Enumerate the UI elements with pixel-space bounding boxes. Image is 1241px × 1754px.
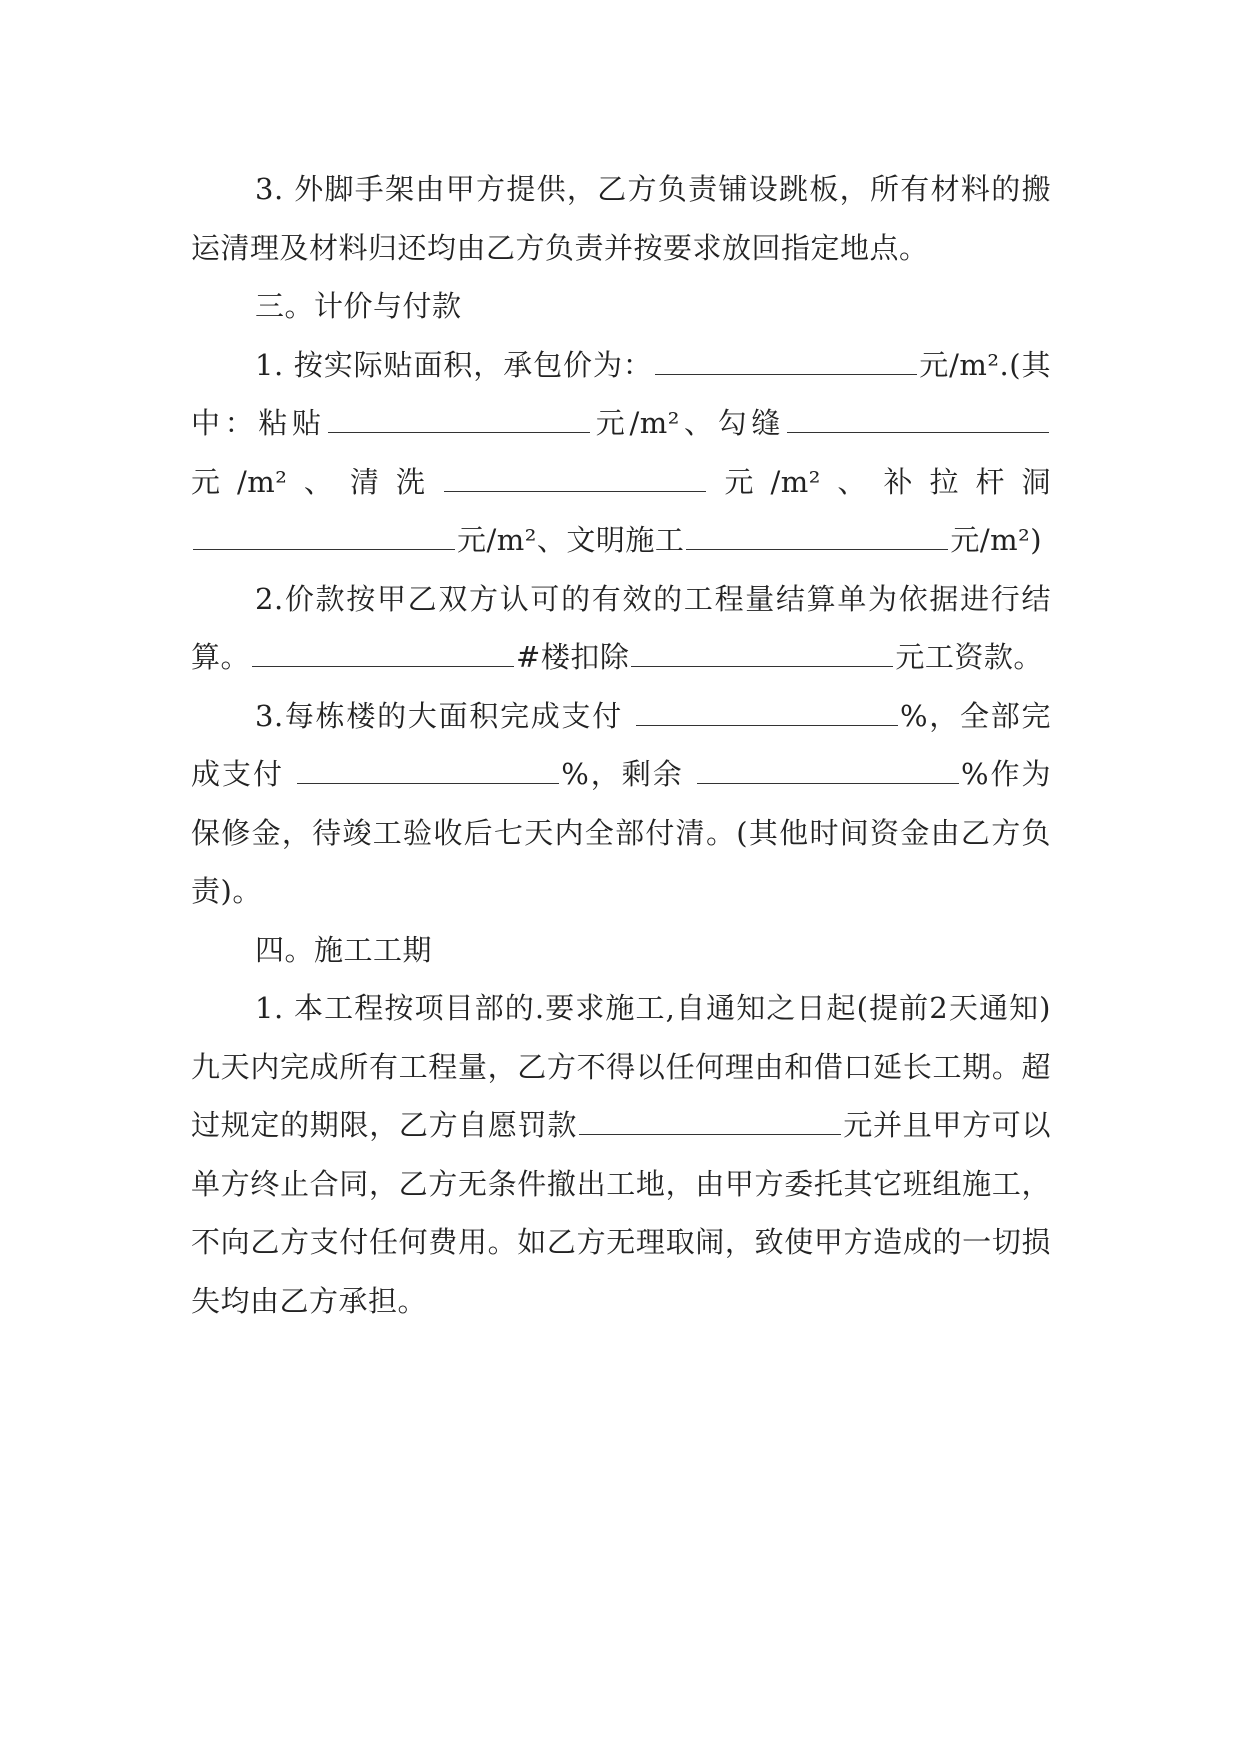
section-heading-schedule: [191, 921, 1051, 980]
paragraph-text: 元/m².(其中：粘贴: [191, 347, 1051, 440]
paragraph-text: %，剩余: [561, 757, 684, 791]
blank-line: [193, 548, 455, 550]
section-heading-pricing: [191, 277, 1051, 336]
paragraph-text: 1. 按实际贴面积，承包价为：: [255, 347, 653, 382]
document-body: [191, 160, 1051, 1330]
paragraph-construction-period: [191, 979, 1051, 1330]
paragraph-text: 元/m²): [950, 523, 1043, 557]
section-heading-text: 三。计价与付款: [255, 289, 462, 323]
blank-line: [444, 490, 706, 492]
paragraph-payment-schedule: [191, 687, 1051, 921]
paragraph-text: 3. 外脚手架由甲方提供，乙方负责铺设跳板，所有材料的搬运清理及材料归还均由乙方负责并按要求放回指定地点。: [191, 172, 1051, 265]
blank-line: [686, 548, 948, 550]
blank-line: [297, 782, 559, 784]
paragraph-text: 元并且甲方可以单方终止合同，乙方无条件撤出工地，由甲方委托其它班组施工，不向乙方支付任何费用。如乙方无理取闹，致使甲方造成的一切损失均由乙方承担。: [191, 1108, 1051, 1318]
paragraph-text: 元/m²、勾缝: [591, 406, 785, 440]
paragraph-text: 1. 本工程按项目部的.要求施工,自通知之日起(提前2天通知)九天内完成所有工程量，乙方不得以任何理由和借口延长工期。超过规定的期限，乙方自愿罚款: [191, 991, 1051, 1142]
blank-line: [252, 665, 514, 667]
paragraph-text: 2.价款按甲乙双方认可的有效的工程量结算单为依据进行结算。: [191, 581, 1051, 674]
paragraph-text: 元/m²、清洗: [191, 464, 442, 499]
paragraph-text: 元/m²、文明施工: [457, 523, 685, 557]
blank-line: [787, 431, 1049, 433]
paragraph-scaffolding: [191, 160, 1051, 277]
paragraph-text: 元工资款。: [895, 640, 1043, 674]
paragraph-text: %，全部完成支付: [191, 698, 1052, 791]
paragraph-text: 元/m²、补拉杆洞: [707, 464, 1051, 499]
blank-line: [636, 724, 898, 726]
section-heading-text: 四。施工工期: [255, 932, 433, 967]
paragraph-text: #楼扣除: [516, 640, 630, 674]
paragraph-settlement: [191, 570, 1051, 687]
blank-line: [328, 431, 590, 433]
blank-line: [655, 373, 917, 375]
paragraph-unit-price: [191, 336, 1051, 570]
paragraph-text: 3.每栋楼的大面积完成支付: [255, 698, 624, 733]
blank-line: [631, 665, 893, 667]
blank-line: [697, 782, 959, 784]
paragraph-text: %作为保修金，待竣工验收后七天内全部付清。(其他时间资金由乙方负责)。: [191, 757, 1051, 908]
blank-line: [579, 1133, 841, 1135]
